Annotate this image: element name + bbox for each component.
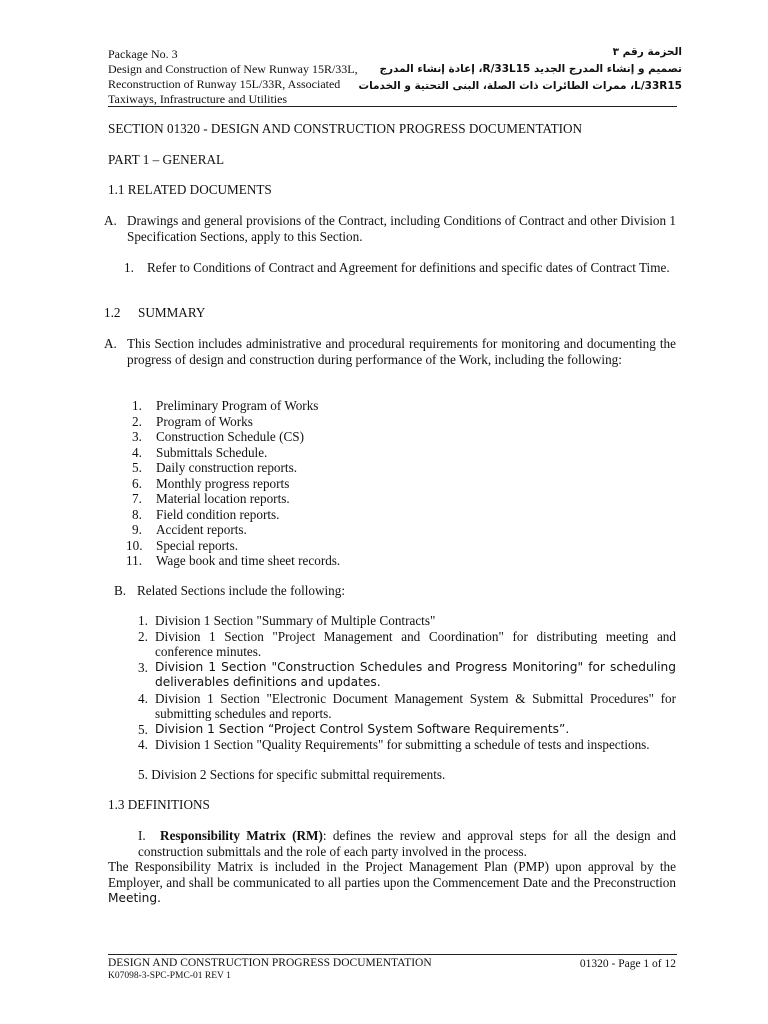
para-label: A. [104, 336, 117, 351]
list-item: 2. Division 1 Section "Project Management and Coordination" for distributing meeting and conference minutes. [138, 628, 676, 659]
section-title: SECTION 01320 - DESIGN AND CONSTRUCTION PROGRESS DOCUMENTATION [108, 121, 583, 136]
list-item: 6. Monthly progress reports [132, 475, 290, 491]
definition-label: I. [138, 828, 146, 843]
header-arabic-line: L/33R15، ممرات الطائرات ذات الصلة، البنى التحتية و الخدمات [358, 80, 682, 92]
list-item: 5. Daily construction reports. [132, 460, 297, 475]
heading-definitions: 1.3 DEFINITIONS [108, 797, 210, 812]
heading-number: 1.2 [104, 305, 121, 320]
footer-left [108, 957, 432, 982]
footer-divider [108, 954, 677, 955]
list-item: 3. Division 1 Section "Construction Schedules and Progress Monitoring" for scheduling deliverables definitions and updates. [138, 659, 676, 689]
footer-page-number: 01320 - Page 1 of 12 [579, 958, 676, 970]
footer-document-code: K07098-3-SPC-PMC-01 REV 1 [108, 971, 231, 981]
definition-second-para: The Responsibility Matrix is included in the Project Management Plan (PMP) upon approval by the Employer, and shall be communicated to all parties upon the Commencement Date and the Preconstruction Meeting. [108, 859, 676, 905]
definition-term: Responsibility Matrix (RM) [160, 828, 323, 843]
list-item: 4. Division 1 Section "Quality Requirements" for submitting a schedule of tests and inspections. [138, 737, 650, 752]
item-label: 1. [124, 260, 134, 275]
footer-title: DESIGN AND CONSTRUCTION PROGRESS DOCUMENTATION [108, 957, 432, 969]
list-item: 3. Construction Schedule (CS) [132, 429, 304, 444]
header-project-line: Reconstruction of Runway 15L/33R, Associated [108, 77, 341, 91]
list-item: 2. Program of Works [132, 413, 253, 429]
list-item: 5. Division 2 Sections for specific submittal requirements. [138, 767, 446, 782]
header-project-line: Taxiways, Infrastructure and Utilities [108, 92, 288, 106]
header-arabic-info [352, 44, 682, 95]
para-related-docs: Drawings and general provisions of the Contract, including Conditions of Contract and other Division 1 Specification Sections, apply to this Section. [127, 213, 676, 244]
list-item: 5. Division 1 Section “Project Control System Software Requirements”. [138, 721, 570, 737]
list-item: 10. Special reports. [126, 537, 239, 553]
list-item: 9. Accident reports. [132, 522, 247, 537]
summary-list [126, 398, 672, 569]
definition-responsibility-matrix [108, 828, 676, 859]
para-label: A. [104, 213, 117, 228]
definition-first-para [108, 828, 676, 859]
header-arabic-line: تصميم و إنشاء المدرج الجديد R/33L15، إعادة إنشاء المدرج [379, 63, 682, 75]
item-contract-time: Refer to Conditions of Contract and Agreement for definitions and specific dates of Contract Time. [147, 260, 670, 275]
header-project-line: Design and Construction of New Runway 15R/33L, [108, 62, 358, 76]
list-item: 4. Division 1 Section "Electronic Document Management System & Submittal Procedures" for submitting schedules and reports. [138, 690, 676, 721]
list-item: 1. Preliminary Program of Works [132, 398, 319, 413]
related-sections-list [138, 613, 676, 753]
list-item: 4. Submittals Schedule. [132, 444, 268, 460]
list-item: 1. Division 1 Section "Summary of Multiple Contracts" [138, 613, 436, 628]
definition-text: : defines the review and approval steps for all the design and construction submittals and the role of each party involved in the process. [138, 828, 676, 859]
list-item: 8. Field condition reports. [132, 506, 280, 522]
heading-summary: SUMMARY [138, 305, 206, 320]
para-summary: This Section includes administrative and procedural requirements for monitoring and documenting the progress of design and construction during performance of the Work, including the following: [127, 336, 676, 367]
para-label: B. [114, 583, 127, 598]
header-arabic-line: الحزمة رقم ٣ [612, 46, 682, 58]
header-package-line: Package No. 3 [108, 47, 178, 61]
header-divider [108, 106, 677, 107]
heading-related-documents: 1.1 RELATED DOCUMENTS [108, 182, 272, 197]
para-related-sections: Related Sections include the following: [137, 583, 346, 598]
list-item: 7. Material location reports. [132, 491, 290, 506]
list-item: 11. Wage book and time sheet records. [126, 553, 341, 568]
part-title: PART 1 – GENERAL [108, 152, 225, 167]
